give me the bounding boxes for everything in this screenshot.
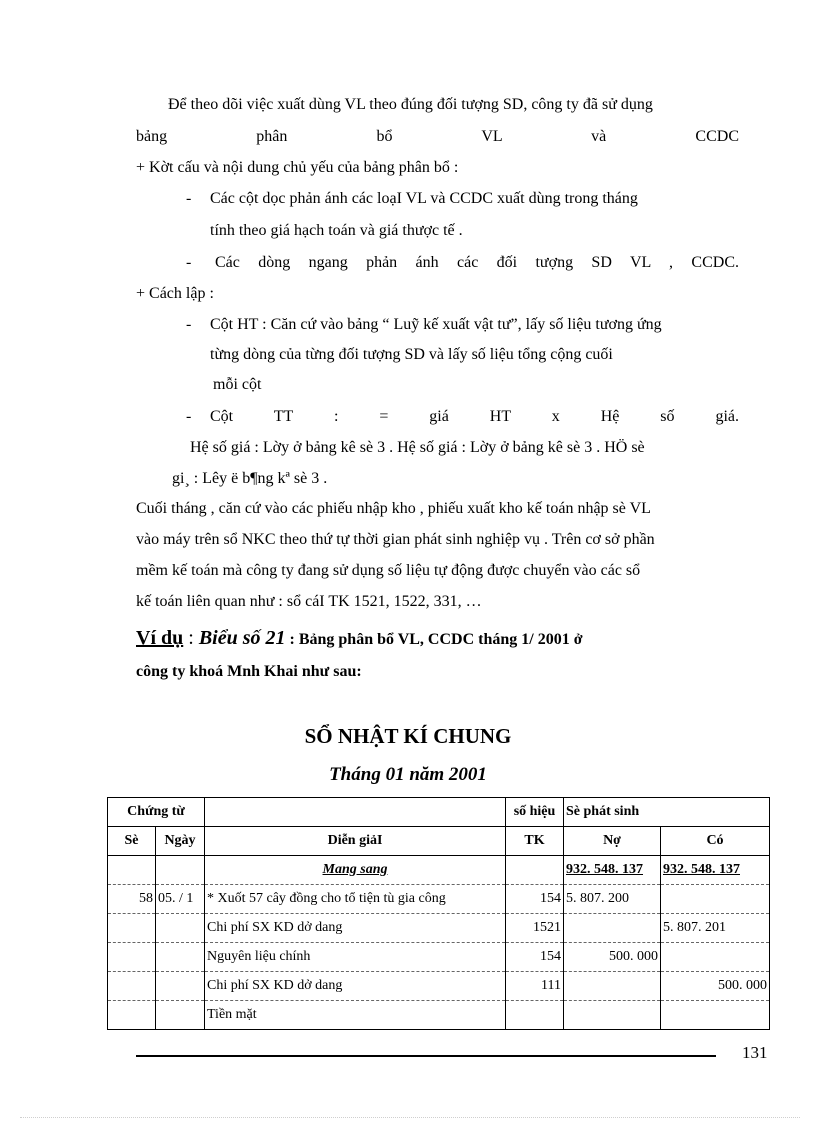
cell-co (661, 943, 770, 972)
cell-no (564, 972, 661, 1001)
cell-se (108, 943, 156, 972)
cell-se: 58 (108, 885, 156, 914)
cell-tk (506, 856, 564, 885)
paragraph-line-17: kế toán liên quan như : sổ cáI TK 1521, 1522, 331, … (136, 593, 482, 610)
header-so-phat-sinh: Sè phát sinh (564, 798, 770, 827)
bullet-dash: - (186, 408, 192, 425)
cell-co (661, 1001, 770, 1030)
paragraph-line-10: mỗi cột (213, 376, 262, 393)
example-bieu-so: Biểu số 21 (198, 627, 286, 649)
table-header-row (108, 798, 770, 827)
cell-ngay (156, 1001, 205, 1030)
cell-no (564, 914, 661, 943)
header-no: Nợ (564, 827, 661, 856)
cell-no: 5. 807. 200 (564, 885, 661, 914)
bullet-dash: - (186, 254, 192, 271)
cell-ngay: 05. / 1 (156, 885, 205, 914)
paragraph-line-5: tính theo giá hạch toán và giá thược tế . (210, 222, 463, 239)
table-row (108, 885, 770, 914)
paragraph-line-4: Các cột dọc phản ánh các loạI VL và CCDC xuất dùng trong tháng (210, 190, 638, 207)
bottom-dotted-border (20, 1117, 800, 1118)
paragraph-line-7: + Cách lập : (136, 285, 214, 302)
cell-se (108, 1001, 156, 1030)
table-row (108, 943, 770, 972)
cell-tk: 154 (506, 943, 564, 972)
cell-ngay (156, 914, 205, 943)
header-so-hieu: số hiệu (506, 798, 564, 827)
cell-se (108, 914, 156, 943)
paragraph-line-6: Các dòng ngang phản ánh các đối tượng SD VL , CCDC. (215, 254, 739, 271)
ledger-title: SỔ NHẬT KÍ CHUNG (304, 724, 512, 748)
header-blank (205, 798, 506, 827)
ledger-table (107, 797, 770, 1030)
cell-ngay (156, 972, 205, 1001)
cell-ngay (156, 943, 205, 972)
example-label: Ví dụ (136, 627, 184, 649)
cell-co (661, 885, 770, 914)
footer-rule (136, 1055, 716, 1057)
cell-tk: 154 (506, 885, 564, 914)
header-ngay: Ngày (156, 827, 205, 856)
cell-co: 932. 548. 137 (661, 856, 770, 885)
paragraph-line-8: Cột HT : Căn cứ vào bảng “ Luỹ kế xuất vật tư”, lấy số liệu tương ứng (210, 316, 662, 333)
header-co: Có (661, 827, 770, 856)
paragraph-line-13: gi¸ : Lêy ë b¶ng kª sè 3 . (172, 470, 328, 487)
cell-no: 500. 000 (564, 943, 661, 972)
bullet-dash: - (186, 316, 192, 333)
example-text-2: công ty khoá Mnh Khai như sau: (136, 663, 362, 680)
paragraph-line-14: Cuối tháng , căn cứ vào các phiếu nhập kho , phiếu xuất kho kế toán nhập sè VL (136, 500, 651, 517)
header-tk: TK (506, 827, 564, 856)
cell-tk: 111 (506, 972, 564, 1001)
header-chung-tu: Chứng từ (108, 798, 205, 827)
header-se: Sè (108, 827, 156, 856)
header-dien-giai: Diễn giảI (205, 827, 506, 856)
cell-dien-giai: Chi phí SX KD dở dang (205, 914, 506, 943)
table-row (108, 856, 770, 885)
example-heading (136, 626, 583, 652)
table-row (108, 914, 770, 943)
cell-dien-giai: Nguyên liệu chính (205, 943, 506, 972)
table-subheader-row (108, 827, 770, 856)
cell-dien-giai: Tiền mặt (205, 1001, 506, 1030)
cell-dien-giai: * Xuốt 57 cây đồng cho tổ tiện tù gia công (205, 885, 506, 914)
cell-tk (506, 1001, 564, 1030)
table-row (108, 1001, 770, 1030)
cell-co: 5. 807. 201 (661, 914, 770, 943)
cell-co: 500. 000 (661, 972, 770, 1001)
example-text: : Bảng phân bổ VL, CCDC tháng 1/ 2001 ở (285, 631, 583, 648)
cell-no: 932. 548. 137 (564, 856, 661, 885)
cell-ngay (156, 856, 205, 885)
page-number: 131 (742, 1043, 768, 1062)
paragraph-line-12: Hệ số giá : Lờy ở bảng kê sè 3 . Hệ số giá : Lờy ở bảng kê sè 3 . HÖ sè (190, 439, 645, 456)
ledger-subtitle: Tháng 01 năm 2001 (329, 764, 487, 785)
paragraph-line-2: bảng phân bổ VL và CCDC (136, 128, 739, 145)
paragraph-line-16: mềm kế toán mà công ty đang sử dụng số liệu tự động được chuyển vào các sổ (136, 562, 641, 579)
paragraph-line-1: Để theo dõi việc xuất dùng VL theo đúng đối tượng SD, công ty đã sử dụng (168, 96, 653, 113)
bullet-dash: - (186, 190, 192, 207)
cell-dien-giai: Mang sang (205, 856, 506, 885)
cell-se (108, 972, 156, 1001)
paragraph-line-15: vào máy trên sổ NKC theo thứ tự thời gian phát sinh nghiệp vụ . Trên cơ sở phần (136, 531, 655, 548)
paragraph-line-11: Cột TT : = giá HT x Hệ số giá. (210, 408, 739, 425)
cell-no (564, 1001, 661, 1030)
cell-dien-giai: Chi phí SX KD dở dang (205, 972, 506, 1001)
cell-se (108, 856, 156, 885)
table-row (108, 972, 770, 1001)
paragraph-line-9: từng dòng của từng đối tượng SD và lấy số liệu tổng cộng cuối (210, 346, 613, 363)
paragraph-line-3: + Kờt cấu và nội dung chủ yếu của bảng phân bổ : (136, 159, 459, 176)
example-colon: : (183, 627, 199, 649)
cell-tk: 1521 (506, 914, 564, 943)
